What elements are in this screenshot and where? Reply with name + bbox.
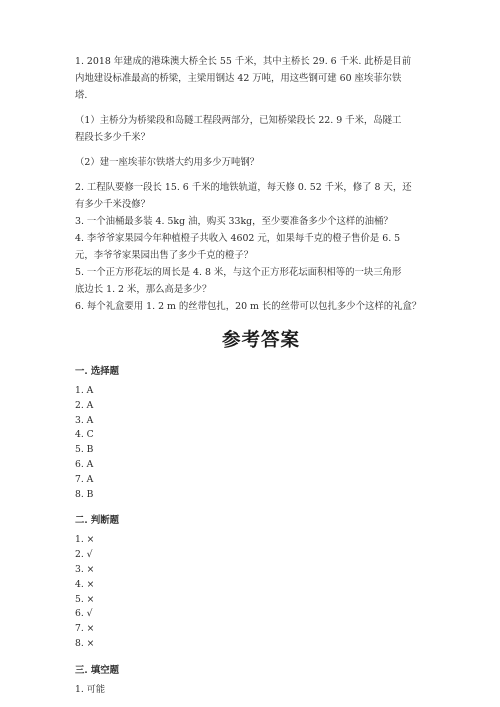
section-heading: 二. 判断题 xyxy=(75,515,120,527)
answer-item: 7. A xyxy=(75,473,94,485)
problem-1 xyxy=(75,53,447,104)
problem-1-line: 内地建设标准最高的桥梁，主梁用钢达 42 万吨，用这些钢可建 60 座埃菲尔铁 xyxy=(75,73,402,84)
section-heading: 三. 填空题 xyxy=(75,664,120,676)
answer-item: 6. A xyxy=(75,458,94,470)
document-page xyxy=(75,53,447,698)
problem-1-sub-1-line: （1）主桥分为桥梁段和岛隧工程段两部分，已知桥梁段长 22. 9 千米，岛隧工 xyxy=(75,115,402,126)
answer-item: 7. × xyxy=(75,623,95,635)
answer-item: 1. × xyxy=(75,534,95,546)
answers-section-fill-blank xyxy=(75,662,447,698)
problem-line: 2. 工程队要修一段长 15. 6 千米的地铁轨道，每天修 0. 52 千米，修了 8 天，还 xyxy=(75,182,412,193)
answer-item: 2. √ xyxy=(75,549,93,561)
answer-list xyxy=(75,683,447,698)
problem-line: 3. 一个油桶最多装 4. 5kg 油，购买 33kg，至少要准备多少个这样的油桶？ xyxy=(75,216,393,227)
answer-item: 6. √ xyxy=(75,608,93,620)
section-heading: 一. 选择题 xyxy=(75,366,120,377)
problem-1-sub-1 xyxy=(75,112,447,146)
answer-item: 5. × xyxy=(75,593,95,605)
problem-1-line: 1. 2018 年建成的港珠澳大桥全长 55 千米，其中主桥长 29. 6 千米. 此桥是目前 xyxy=(75,56,412,67)
problem-line: 6. 每个礼盒要用 1. 2 m 的丝带包扎，20 m 长的丝带可以包扎多少个这样的礼盒？ xyxy=(75,301,422,312)
answer-item: 3. × xyxy=(75,563,95,575)
answers-section-choice xyxy=(75,363,447,502)
answers-section-true-false xyxy=(75,512,447,651)
problem-1-sub-1-line: 程段长多少千米？ xyxy=(75,132,151,143)
answer-item: 1. 可能 xyxy=(75,683,106,695)
problem-1-line: 塔. xyxy=(75,90,88,101)
answers-title: 参考答案 xyxy=(221,330,300,351)
answer-item: 5. B xyxy=(75,444,94,456)
problem-line: 4. 李爷爷家果园今年种植橙子共收入 4602 元，如果每千克的橙子售价是 6. 5 xyxy=(75,233,401,244)
answer-item: 4. C xyxy=(75,429,94,441)
problem-line: 有多少千米没修？ xyxy=(75,199,151,210)
answer-item: 3. A xyxy=(75,414,94,426)
problem-1-sub-2: （2）建一座埃菲尔铁塔大约用多少万吨钢？ xyxy=(75,157,260,168)
answer-list xyxy=(75,533,447,651)
answer-item: 8. B xyxy=(75,488,94,500)
answer-list xyxy=(75,384,447,502)
problem-line: 元，李爷爷家果园出售了多少千克的橙子？ xyxy=(75,250,254,261)
problems-2-to-6 xyxy=(75,179,447,315)
answer-item: 4. × xyxy=(75,578,95,590)
problem-line: 5. 一个正方形花坛的周长是 4. 8 米，与这个正方形花坛面积相等的一块三角形 xyxy=(75,267,402,278)
answer-item: 1. A xyxy=(75,385,94,396)
answer-item: 8. × xyxy=(75,637,95,649)
answer-item: 2. A xyxy=(75,399,94,411)
problem-line: 底边长 1. 2 米，那么高是多少？ xyxy=(75,284,212,295)
